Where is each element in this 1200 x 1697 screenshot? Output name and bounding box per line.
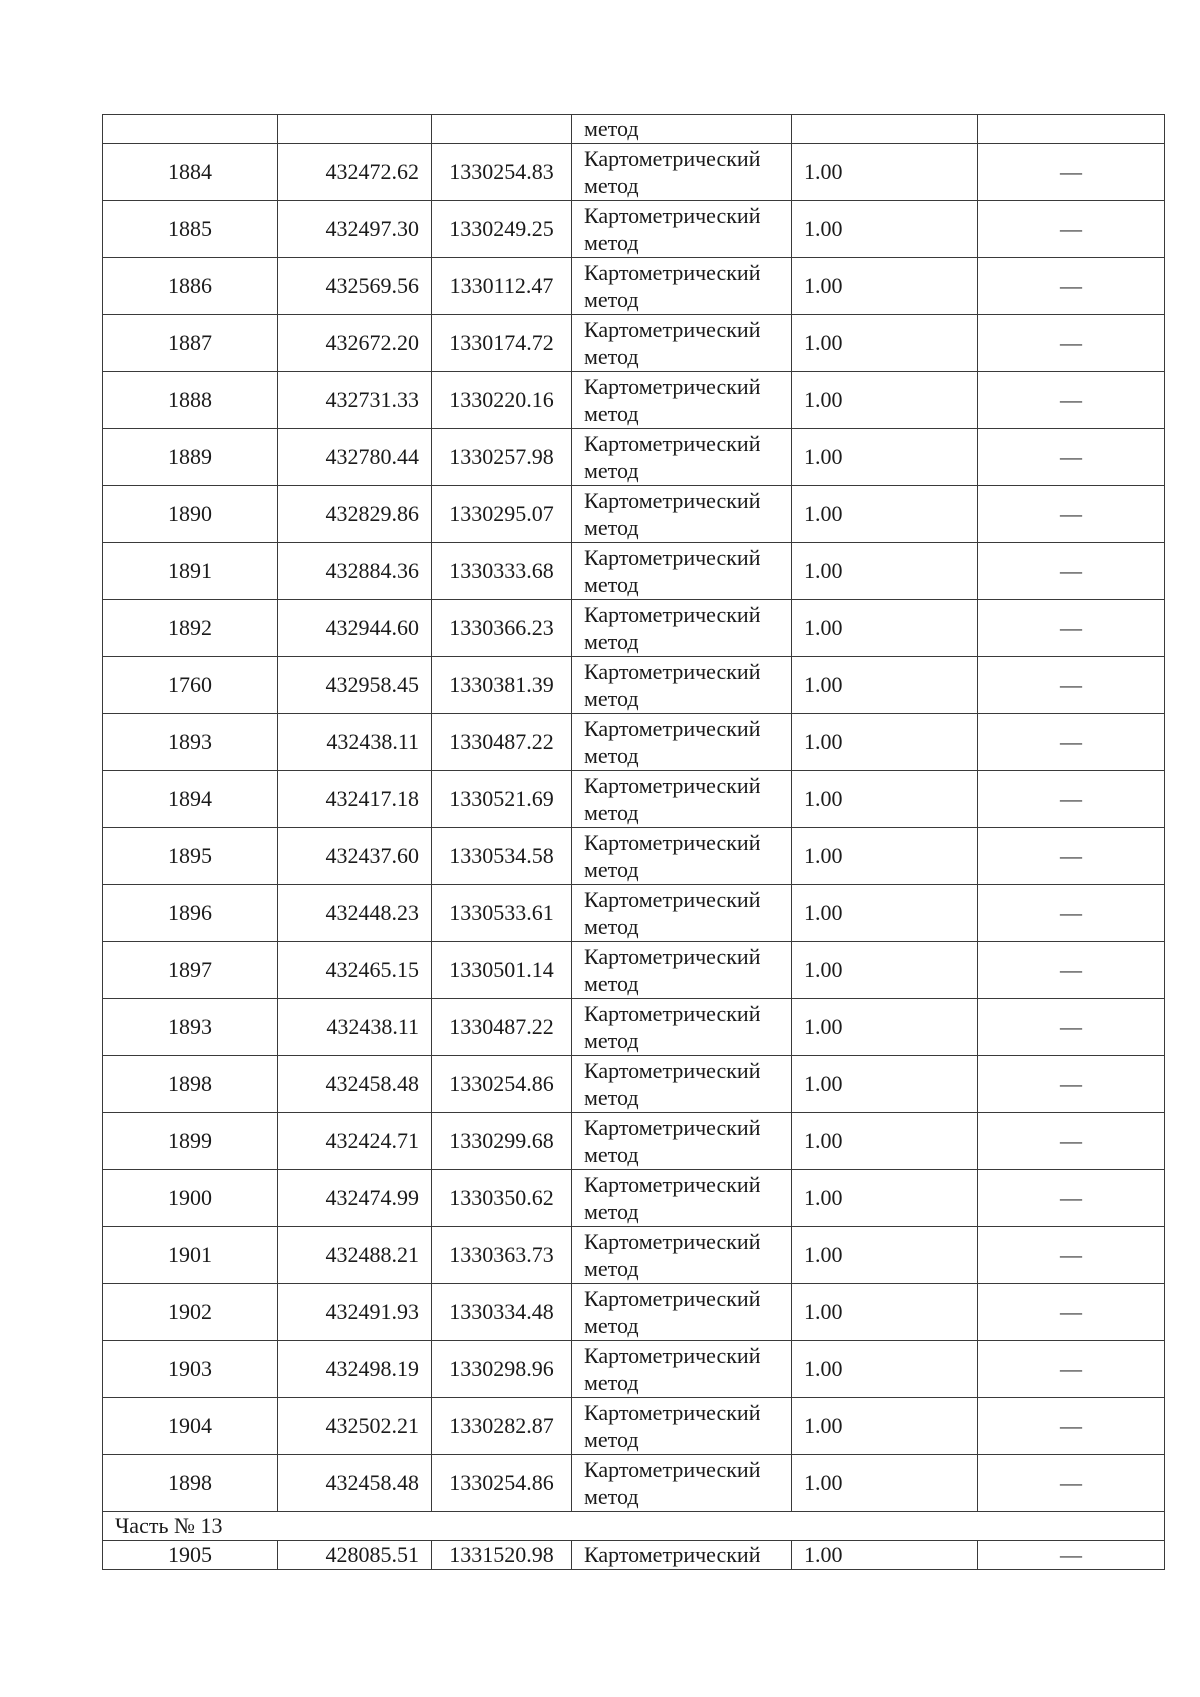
cell-accuracy: 1.00: [792, 1455, 978, 1512]
cell-method: [572, 885, 792, 942]
method-text-line-1: Картометрический: [584, 1286, 761, 1311]
cell-description: —: [978, 315, 1165, 372]
cell-accuracy: 1.00: [792, 144, 978, 201]
cell-accuracy: 1.00: [792, 1056, 978, 1113]
table-row: [103, 201, 1165, 258]
cell-x: 432458.48: [278, 1056, 432, 1113]
cell-accuracy: 1.00: [792, 1113, 978, 1170]
cell-point-number: 1902: [103, 1284, 278, 1341]
cell-y: 1330254.86: [432, 1056, 572, 1113]
cell-y: 1330501.14: [432, 942, 572, 999]
method-text-line-1: Картометрический: [584, 146, 761, 171]
cell-accuracy: 1.00: [792, 714, 978, 771]
cell-method: [572, 1541, 792, 1570]
cell-description: —: [978, 1541, 1165, 1570]
cell-accuracy: 1.00: [792, 828, 978, 885]
method-text-tail: метод: [584, 116, 639, 141]
cell-x: 432458.48: [278, 1455, 432, 1512]
cell-y: 1330299.68: [432, 1113, 572, 1170]
table-row: [103, 1227, 1165, 1284]
cell-x: 432491.93: [278, 1284, 432, 1341]
cell-method: [572, 315, 792, 372]
method-text-line-2: метод: [584, 971, 639, 996]
table-row: [103, 543, 1165, 600]
cell-accuracy: 1.00: [792, 771, 978, 828]
cell-y: 1330333.68: [432, 543, 572, 600]
method-text-line-1: Картометрический: [584, 488, 761, 513]
table-row: [103, 942, 1165, 999]
cell-point-number: 1898: [103, 1056, 278, 1113]
cell-accuracy: 1.00: [792, 885, 978, 942]
method-text-line-2: метод: [584, 800, 639, 825]
cell-y: 1330366.23: [432, 600, 572, 657]
cell-point-number: 1905: [103, 1541, 278, 1570]
cell-y: 1330350.62: [432, 1170, 572, 1227]
method-text-line-1: Картометрический: [584, 1457, 761, 1482]
cell-description: —: [978, 372, 1165, 429]
cell-description: —: [978, 1056, 1165, 1113]
table-row: [103, 1113, 1165, 1170]
cell-point-number: 1901: [103, 1227, 278, 1284]
cell-description: —: [978, 1398, 1165, 1455]
method-text-line-1: Картометрический: [584, 1001, 761, 1026]
cell-y: 1330249.25: [432, 201, 572, 258]
cell-method: [572, 144, 792, 201]
method-text-line-1: Картометрический: [584, 203, 761, 228]
cell-description: —: [978, 201, 1165, 258]
cell-y: [432, 115, 572, 144]
method-text-line-1: Картометрический: [584, 773, 761, 798]
cell-y: 1330298.96: [432, 1341, 572, 1398]
table-row: [103, 315, 1165, 372]
cell-y: 1330381.39: [432, 657, 572, 714]
cell-accuracy: 1.00: [792, 372, 978, 429]
cell-x: 432438.11: [278, 714, 432, 771]
cell-description: —: [978, 885, 1165, 942]
method-text-line-2: метод: [584, 629, 639, 654]
cell-y: 1330254.83: [432, 144, 572, 201]
method-text-line-2: метод: [584, 1085, 639, 1110]
cell-accuracy: 1.00: [792, 1398, 978, 1455]
cell-method: [572, 1170, 792, 1227]
cell-accuracy: 1.00: [792, 1341, 978, 1398]
cell-method: [572, 201, 792, 258]
cell-method: [572, 1398, 792, 1455]
method-text-line-2: метод: [584, 344, 639, 369]
method-text-line-1: Картометрический: [584, 260, 761, 285]
method-text-line-2: метод: [584, 1199, 639, 1224]
cell-method: [572, 372, 792, 429]
method-text-line-2: метод: [584, 1142, 639, 1167]
cell-y: 1330487.22: [432, 714, 572, 771]
cell-description: [978, 115, 1165, 144]
cell-description: —: [978, 600, 1165, 657]
cell-accuracy: 1.00: [792, 657, 978, 714]
cell-x: 432448.23: [278, 885, 432, 942]
cell-accuracy: [792, 115, 978, 144]
table-row: [103, 1284, 1165, 1341]
table-body: [103, 115, 1165, 1570]
cell-method: [572, 258, 792, 315]
method-text-line-2: метод: [584, 857, 639, 882]
cell-point-number: 1900: [103, 1170, 278, 1227]
cell-y: 1330363.73: [432, 1227, 572, 1284]
cell-description: —: [978, 1455, 1165, 1512]
cell-x: 432488.21: [278, 1227, 432, 1284]
cell-method: [572, 115, 792, 144]
cell-y: 1331520.98: [432, 1541, 572, 1570]
cell-x: 432958.45: [278, 657, 432, 714]
cell-x: 432731.33: [278, 372, 432, 429]
method-text-line-1: Картометрический: [584, 716, 761, 741]
cell-method: [572, 1227, 792, 1284]
method-text-line-1: Картометрический: [584, 1343, 761, 1368]
cell-point-number: 1904: [103, 1398, 278, 1455]
method-text-line-1: Картометрический: [584, 1542, 761, 1567]
table-row: [103, 1455, 1165, 1512]
cell-method: [572, 1284, 792, 1341]
cell-point-number: 1895: [103, 828, 278, 885]
cell-method: [572, 657, 792, 714]
cell-point-number: 1893: [103, 714, 278, 771]
method-text-line-2: метод: [584, 458, 639, 483]
table-row: [103, 885, 1165, 942]
method-text-line-2: метод: [584, 230, 639, 255]
cell-x: 432944.60: [278, 600, 432, 657]
cell-accuracy: 1.00: [792, 429, 978, 486]
cell-point-number: 1890: [103, 486, 278, 543]
cell-accuracy: 1.00: [792, 486, 978, 543]
method-text-line-2: метод: [584, 1028, 639, 1053]
cell-description: —: [978, 714, 1165, 771]
cell-description: —: [978, 1227, 1165, 1284]
cell-y: 1330257.98: [432, 429, 572, 486]
cell-x: 432424.71: [278, 1113, 432, 1170]
table-row: [103, 144, 1165, 201]
cell-accuracy: 1.00: [792, 1284, 978, 1341]
part-label: Часть № 13: [103, 1512, 1165, 1541]
cell-y: 1330174.72: [432, 315, 572, 372]
method-text-line-2: метод: [584, 1370, 639, 1395]
cell-point-number: 1760: [103, 657, 278, 714]
part-header-row: [103, 1512, 1165, 1541]
table-row: [103, 372, 1165, 429]
table-row: [103, 600, 1165, 657]
method-text-line-2: метод: [584, 515, 639, 540]
cell-x: [278, 115, 432, 144]
cell-point-number: 1888: [103, 372, 278, 429]
cell-method: [572, 942, 792, 999]
cell-method: [572, 1455, 792, 1512]
cell-description: —: [978, 144, 1165, 201]
method-text-line-2: метод: [584, 401, 639, 426]
cell-x: 432780.44: [278, 429, 432, 486]
cell-description: —: [978, 771, 1165, 828]
method-text-line-1: Картометрический: [584, 1172, 761, 1197]
method-text-line-1: Картометрический: [584, 830, 761, 855]
cell-method: [572, 486, 792, 543]
method-text-line-1: Картометрический: [584, 374, 761, 399]
cell-method: [572, 1341, 792, 1398]
method-text-line-2: метод: [584, 743, 639, 768]
table-row: [103, 1398, 1165, 1455]
method-text-line-2: метод: [584, 173, 639, 198]
cell-method: [572, 771, 792, 828]
cell-accuracy: 1.00: [792, 1227, 978, 1284]
cell-y: 1330533.61: [432, 885, 572, 942]
cell-description: —: [978, 1113, 1165, 1170]
method-text-line-1: Картометрический: [584, 944, 761, 969]
cell-point-number: 1892: [103, 600, 278, 657]
cell-y: 1330521.69: [432, 771, 572, 828]
cell-method: [572, 1056, 792, 1113]
coordinates-table: [102, 114, 1165, 1570]
method-text-line-1: Картометрический: [584, 317, 761, 342]
cell-accuracy: 1.00: [792, 201, 978, 258]
table-row: [103, 657, 1165, 714]
cell-description: —: [978, 1284, 1165, 1341]
method-text-line-1: Картометрический: [584, 431, 761, 456]
method-text-line-2: метод: [584, 1427, 639, 1452]
cell-x: 432497.30: [278, 201, 432, 258]
cell-y: 1330112.47: [432, 258, 572, 315]
table-row: [103, 258, 1165, 315]
cell-point-number: 1891: [103, 543, 278, 600]
cell-x: 432437.60: [278, 828, 432, 885]
table-row: [103, 771, 1165, 828]
cell-x: 432829.86: [278, 486, 432, 543]
method-text-line-2: метод: [584, 1484, 639, 1509]
method-text-line-1: Картометрический: [584, 1115, 761, 1140]
cell-x: 432474.99: [278, 1170, 432, 1227]
cell-x: 432417.18: [278, 771, 432, 828]
method-text-line-1: Картометрический: [584, 545, 761, 570]
cell-method: [572, 1113, 792, 1170]
cell-method: [572, 600, 792, 657]
cell-method: [572, 429, 792, 486]
cell-y: 1330254.86: [432, 1455, 572, 1512]
cell-accuracy: 1.00: [792, 258, 978, 315]
cell-x: 428085.51: [278, 1541, 432, 1570]
method-text-line-1: Картометрический: [584, 1229, 761, 1254]
table-row: [103, 1170, 1165, 1227]
cell-description: —: [978, 1341, 1165, 1398]
continued-row: [103, 115, 1165, 144]
cell-method: [572, 714, 792, 771]
table-row: [103, 486, 1165, 543]
cell-point-number: 1886: [103, 258, 278, 315]
cell-description: —: [978, 828, 1165, 885]
cell-x: 432569.56: [278, 258, 432, 315]
cell-y: 1330295.07: [432, 486, 572, 543]
cell-accuracy: 1.00: [792, 315, 978, 372]
method-text-line-1: Картометрический: [584, 659, 761, 684]
cell-point-number: 1885: [103, 201, 278, 258]
table-row: [103, 714, 1165, 771]
cell-point-number: 1884: [103, 144, 278, 201]
method-text-line-2: метод: [584, 914, 639, 939]
cell-y: 1330220.16: [432, 372, 572, 429]
cell-point-number: 1898: [103, 1455, 278, 1512]
table-row: [103, 429, 1165, 486]
cell-description: —: [978, 999, 1165, 1056]
cell-x: 432502.21: [278, 1398, 432, 1455]
cell-description: —: [978, 942, 1165, 999]
cell-description: —: [978, 543, 1165, 600]
table-row: [103, 1541, 1165, 1570]
cell-accuracy: 1.00: [792, 1541, 978, 1570]
cell-point-number: 1899: [103, 1113, 278, 1170]
method-text-line-2: метод: [584, 1313, 639, 1338]
cell-method: [572, 828, 792, 885]
cell-x: 432472.62: [278, 144, 432, 201]
cell-description: —: [978, 258, 1165, 315]
cell-y: 1330334.48: [432, 1284, 572, 1341]
method-text-line-2: метод: [584, 686, 639, 711]
cell-point-number: 1887: [103, 315, 278, 372]
cell-point-number: 1903: [103, 1341, 278, 1398]
method-text-line-1: Картометрический: [584, 602, 761, 627]
cell-point-number: [103, 115, 278, 144]
cell-point-number: 1889: [103, 429, 278, 486]
cell-method: [572, 999, 792, 1056]
method-text-line-2: метод: [584, 1256, 639, 1281]
method-text-line-2: метод: [584, 287, 639, 312]
cell-point-number: 1893: [103, 999, 278, 1056]
cell-x: 432465.15: [278, 942, 432, 999]
method-text-line-1: Картометрический: [584, 1400, 761, 1425]
cell-point-number: 1894: [103, 771, 278, 828]
cell-description: —: [978, 657, 1165, 714]
cell-accuracy: 1.00: [792, 543, 978, 600]
method-text-line-2: метод: [584, 572, 639, 597]
cell-x: 432672.20: [278, 315, 432, 372]
cell-description: —: [978, 1170, 1165, 1227]
table-row: [103, 1341, 1165, 1398]
cell-x: 432438.11: [278, 999, 432, 1056]
cell-y: 1330534.58: [432, 828, 572, 885]
method-text-line-1: Картометрический: [584, 887, 761, 912]
cell-method: [572, 543, 792, 600]
method-text-line-1: Картометрический: [584, 1058, 761, 1083]
cell-y: 1330487.22: [432, 999, 572, 1056]
cell-accuracy: 1.00: [792, 942, 978, 999]
cell-accuracy: 1.00: [792, 1170, 978, 1227]
cell-point-number: 1897: [103, 942, 278, 999]
cell-y: 1330282.87: [432, 1398, 572, 1455]
cell-x: 432884.36: [278, 543, 432, 600]
cell-accuracy: 1.00: [792, 999, 978, 1056]
table-row: [103, 999, 1165, 1056]
cell-x: 432498.19: [278, 1341, 432, 1398]
cell-description: —: [978, 486, 1165, 543]
cell-description: —: [978, 429, 1165, 486]
cell-point-number: 1896: [103, 885, 278, 942]
table-row: [103, 828, 1165, 885]
table-row: [103, 1056, 1165, 1113]
cell-accuracy: 1.00: [792, 600, 978, 657]
